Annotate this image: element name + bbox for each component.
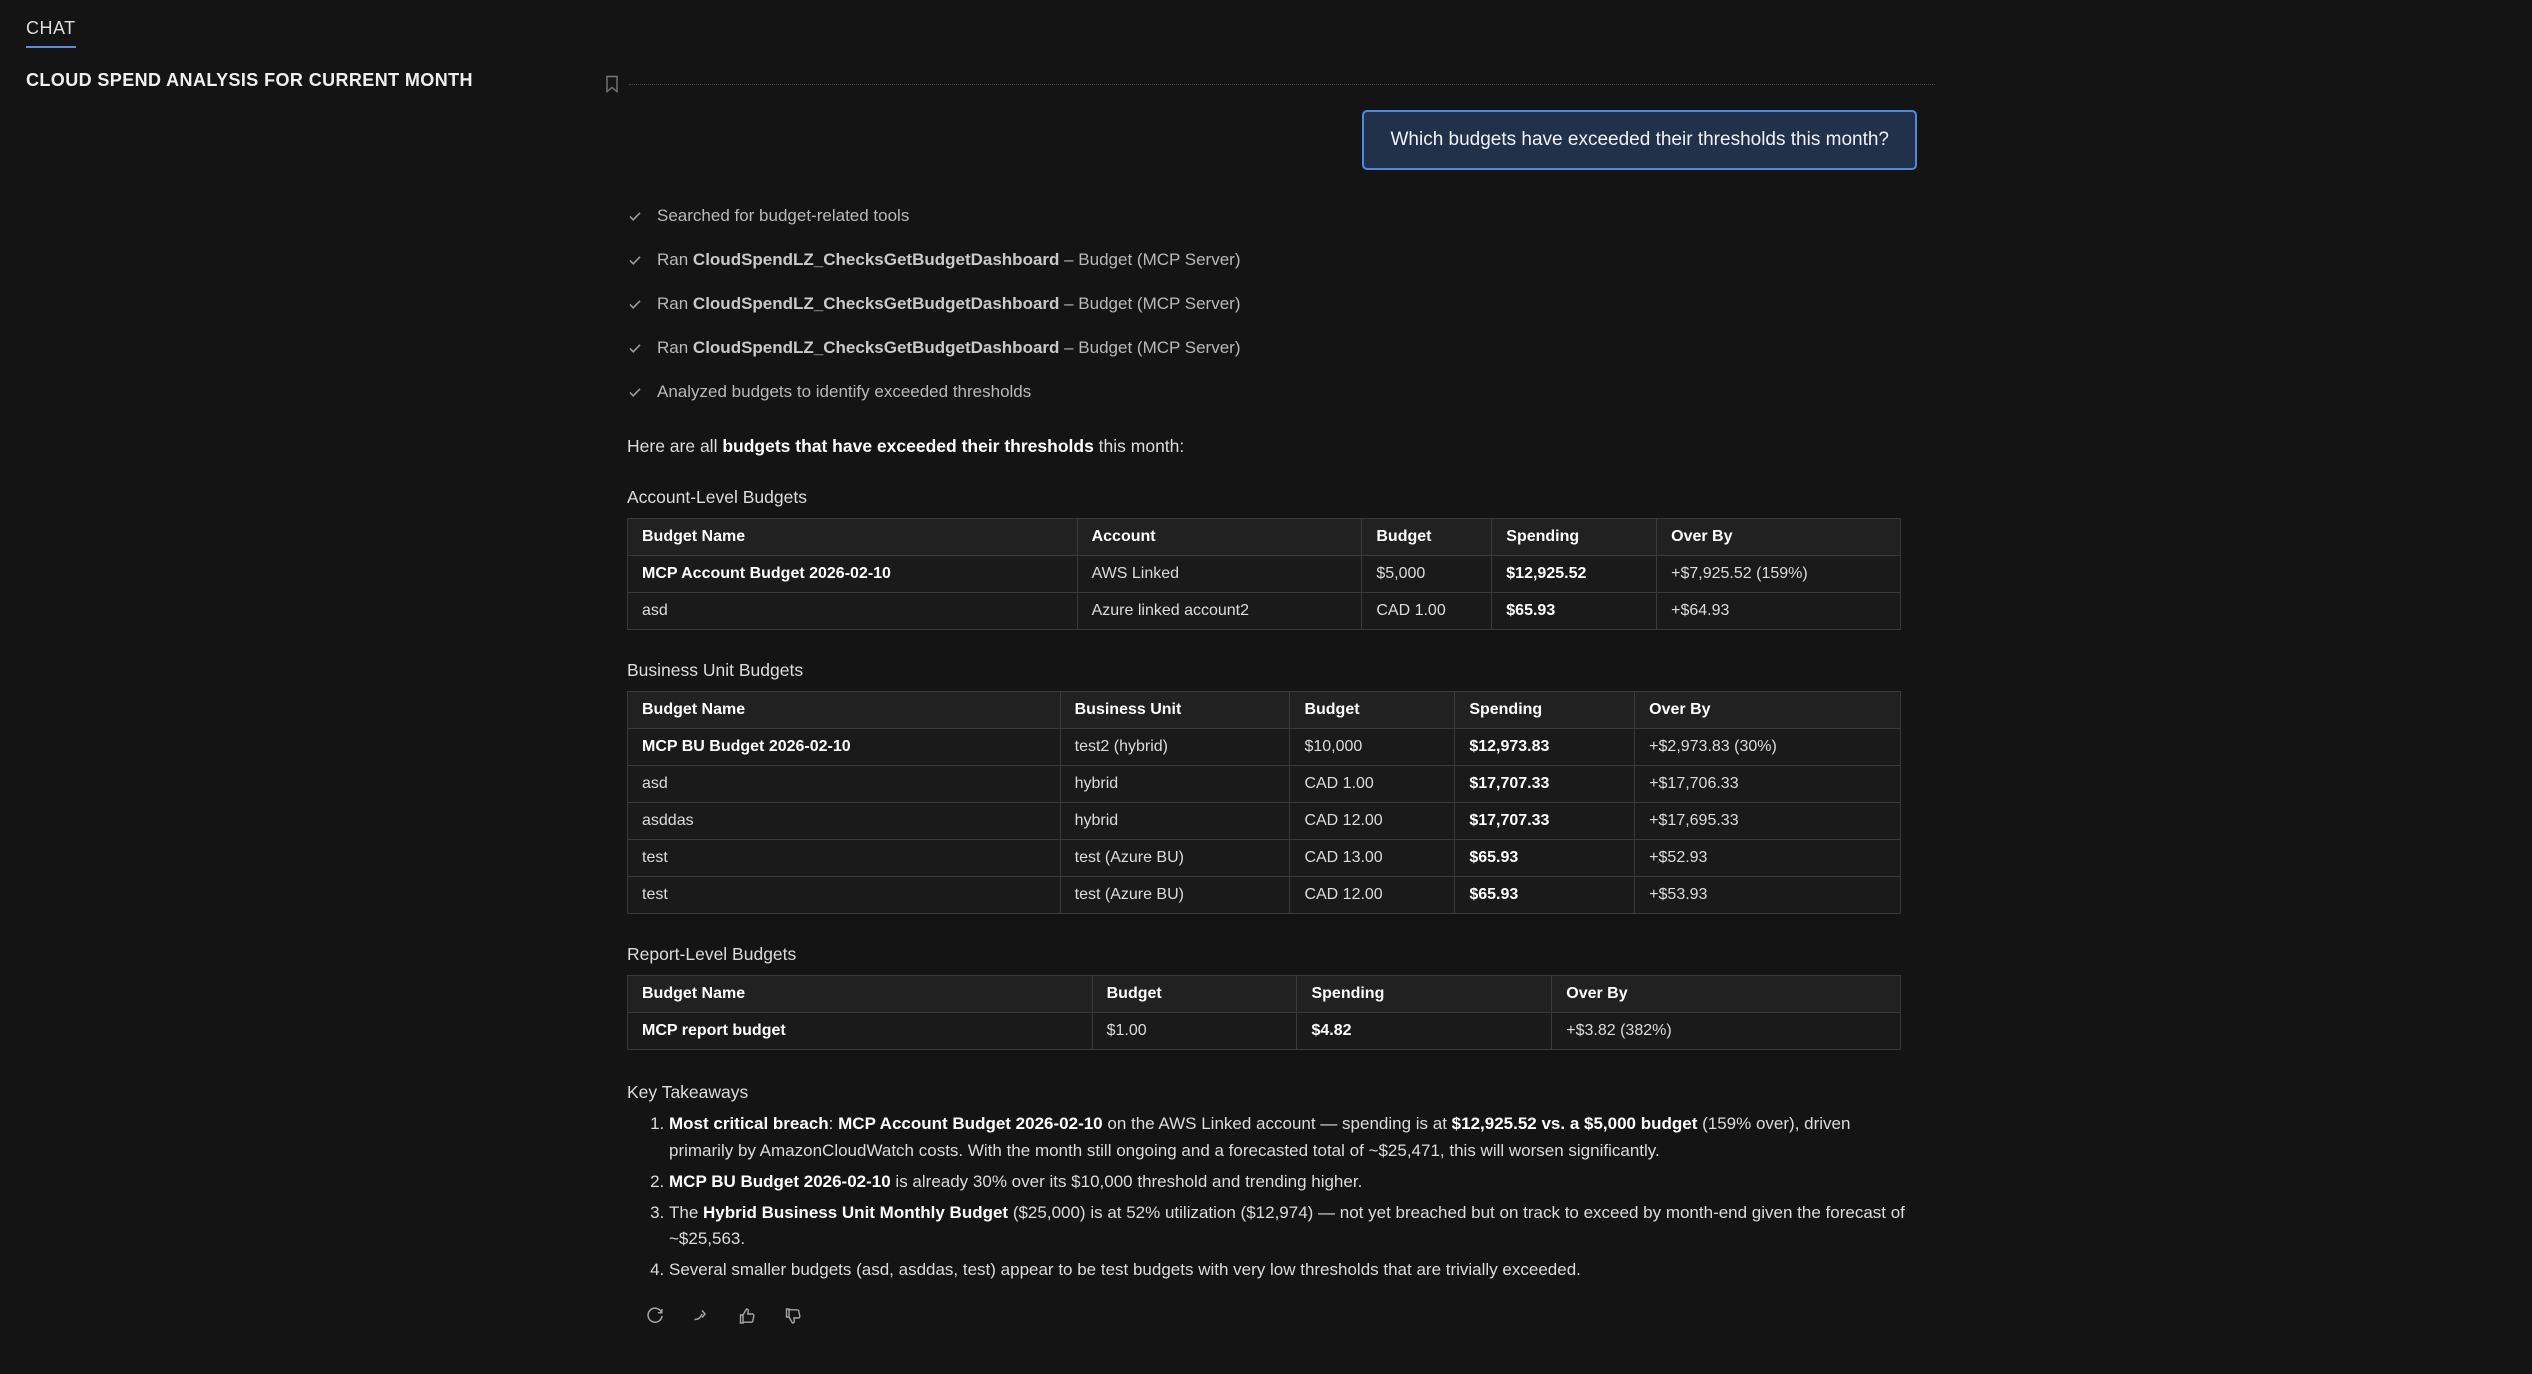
cell-over-by: +$2,973.83 (30%) — [1635, 729, 1901, 766]
column-header: Budget Name — [628, 692, 1061, 729]
tool-step-label: Ran CloudSpendLZ_ChecksGetBudgetDashboard – Budget (MCP Server) — [657, 294, 1241, 313]
intro-pre: Here are all — [627, 436, 723, 456]
tool-step-label: Ran CloudSpendLZ_ChecksGetBudgetDashboard – Budget (MCP Server) — [657, 338, 1241, 357]
section-title-report: Report-Level Budgets — [627, 944, 797, 964]
cell-budget: $1.00 — [1092, 1013, 1297, 1050]
tool-step[interactable] — [627, 338, 1935, 358]
column-header: Over By — [1552, 976, 1901, 1013]
tab-chat[interactable]: CHAT — [26, 18, 76, 48]
table-row — [628, 593, 1901, 630]
table-business-unit-budgets — [627, 691, 1901, 914]
cell-over-by: +$17,706.33 — [1635, 766, 1901, 803]
tool-step[interactable] — [627, 382, 1935, 402]
cell-over-by: +$53.93 — [1635, 877, 1901, 914]
cell-budget: CAD 12.00 — [1290, 803, 1455, 840]
column-header: Spending — [1455, 692, 1635, 729]
check-icon — [627, 384, 643, 400]
cell-budget-name: MCP Account Budget 2026-02-10 — [628, 556, 1078, 593]
table-header-row — [628, 692, 1901, 729]
list-item: 1. Most critical breach: MCP Account Budget 2026-02-10 on the AWS Linked account — spending is at $12,925.52 vs. a $5,000 budget (159% over), driven primarily by AmazonCloudWatch costs. With the month still ongoing and a forecasted total of ~$25,471, this will worsen significantly. — [669, 1111, 1917, 1165]
cell-over-by: +$7,925.52 (159%) — [1657, 556, 1901, 593]
cell-budget: $10,000 — [1290, 729, 1455, 766]
table-row — [628, 729, 1901, 766]
cell-spending: $65.93 — [1455, 840, 1635, 877]
cell-business-unit: test (Azure BU) — [1060, 840, 1290, 877]
answer-intro — [627, 436, 1935, 457]
cell-budget-name: MCP BU Budget 2026-02-10 — [628, 729, 1061, 766]
column-header: Over By — [1635, 692, 1901, 729]
column-header: Budget — [1092, 976, 1297, 1013]
tool-step[interactable] — [627, 294, 1935, 314]
cell-budget: CAD 12.00 — [1290, 877, 1455, 914]
chat-thread — [605, 72, 1935, 1326]
user-message-row — [605, 110, 1935, 170]
list-item: 3. The Hybrid Business Unit Monthly Budget ($25,000) is at 52% utilization ($12,974) — not yet breached but on track to exceed by month-end given the forecast of ~$25,563. — [669, 1200, 1917, 1254]
table-row — [628, 877, 1901, 914]
tool-step[interactable] — [627, 250, 1935, 270]
cell-spending: $65.93 — [1492, 593, 1657, 630]
cell-spending: $17,707.33 — [1455, 766, 1635, 803]
thumbs-up-icon[interactable] — [737, 1306, 757, 1326]
check-icon — [627, 252, 643, 268]
check-icon — [627, 296, 643, 312]
cell-spending: $17,707.33 — [1455, 803, 1635, 840]
user-message: Which budgets have exceeded their thresholds this month? — [1362, 110, 1917, 170]
retry-icon[interactable] — [645, 1306, 665, 1326]
list-item: 4. Several smaller budgets (asd, asddas, test) appear to be test budgets with very low thresholds that are trivially exceeded. — [669, 1257, 1917, 1284]
branch-icon[interactable] — [691, 1306, 711, 1326]
table-row — [628, 556, 1901, 593]
divider-line — [629, 84, 1935, 85]
cell-over-by: +$3.82 (382%) — [1552, 1013, 1901, 1050]
cell-spending: $4.82 — [1297, 1013, 1552, 1050]
cell-budget-name: test — [628, 840, 1061, 877]
cell-budget-name: asddas — [628, 803, 1061, 840]
tool-step-label: Searched for budget-related tools — [657, 206, 910, 225]
cell-spending: $65.93 — [1455, 877, 1635, 914]
cell-over-by: +$52.93 — [1635, 840, 1901, 877]
intro-bold: budgets that have exceeded their thresholds — [722, 436, 1094, 456]
column-header: Over By — [1657, 519, 1901, 556]
cell-budget: CAD 13.00 — [1290, 840, 1455, 877]
cell-budget-name: MCP report budget — [628, 1013, 1093, 1050]
cell-budget: CAD 1.00 — [1290, 766, 1455, 803]
cell-budget: CAD 1.00 — [1362, 593, 1492, 630]
table-row — [628, 1013, 1901, 1050]
tool-step-label: Ran CloudSpendLZ_ChecksGetBudgetDashboard – Budget (MCP Server) — [657, 250, 1241, 269]
column-header: Budget Name — [628, 976, 1093, 1013]
column-header: Budget — [1362, 519, 1492, 556]
cell-budget-name: asd — [628, 593, 1078, 630]
message-divider — [605, 72, 1935, 96]
column-header: Business Unit — [1060, 692, 1290, 729]
thumbs-down-icon[interactable] — [783, 1306, 803, 1326]
cell-spending: $12,973.83 — [1455, 729, 1635, 766]
section-title-business-unit: Business Unit Budgets — [627, 660, 804, 680]
list-item: 2. MCP BU Budget 2026-02-10 is already 30% over its $10,000 threshold and trending higher. — [669, 1169, 1917, 1196]
tool-step[interactable] — [627, 206, 1935, 226]
cell-business-unit: test (Azure BU) — [1060, 877, 1290, 914]
table-header-row — [628, 519, 1901, 556]
table-report-budgets — [627, 975, 1901, 1050]
cell-business-unit: hybrid — [1060, 803, 1290, 840]
cell-business-unit: hybrid — [1060, 766, 1290, 803]
cell-account: Azure linked account2 — [1077, 593, 1362, 630]
column-header: Spending — [1492, 519, 1657, 556]
conversation-title: CLOUD SPEND ANALYSIS FOR CURRENT MONTH — [26, 70, 473, 90]
check-icon — [627, 208, 643, 224]
message-actions — [645, 1306, 1935, 1326]
cell-account: AWS Linked — [1077, 556, 1362, 593]
key-takeaways-title: Key Takeaways — [627, 1082, 749, 1102]
table-row — [628, 766, 1901, 803]
cell-budget: $5,000 — [1362, 556, 1492, 593]
table-row — [628, 840, 1901, 877]
cell-budget-name: test — [628, 877, 1061, 914]
section-title-account: Account-Level Budgets — [627, 487, 807, 507]
cell-spending: $12,925.52 — [1492, 556, 1657, 593]
tool-step-label: Analyzed budgets to identify exceeded thresholds — [657, 382, 1032, 401]
column-header: Budget Name — [628, 519, 1078, 556]
check-icon — [627, 340, 643, 356]
table-account-budgets — [627, 518, 1901, 630]
table-row — [628, 803, 1901, 840]
bookmark-icon[interactable] — [605, 75, 619, 93]
cell-over-by: +$17,695.33 — [1635, 803, 1901, 840]
column-header: Budget — [1290, 692, 1455, 729]
cell-over-by: +$64.93 — [1657, 593, 1901, 630]
table-header-row — [628, 976, 1901, 1013]
key-takeaways-list — [627, 1111, 1917, 1284]
column-header: Account — [1077, 519, 1362, 556]
sidebar-header — [0, 0, 600, 91]
intro-post: this month: — [1093, 436, 1185, 456]
column-header: Spending — [1297, 976, 1552, 1013]
tool-steps — [605, 206, 1935, 402]
cell-business-unit: test2 (hybrid) — [1060, 729, 1290, 766]
cell-budget-name: asd — [628, 766, 1061, 803]
